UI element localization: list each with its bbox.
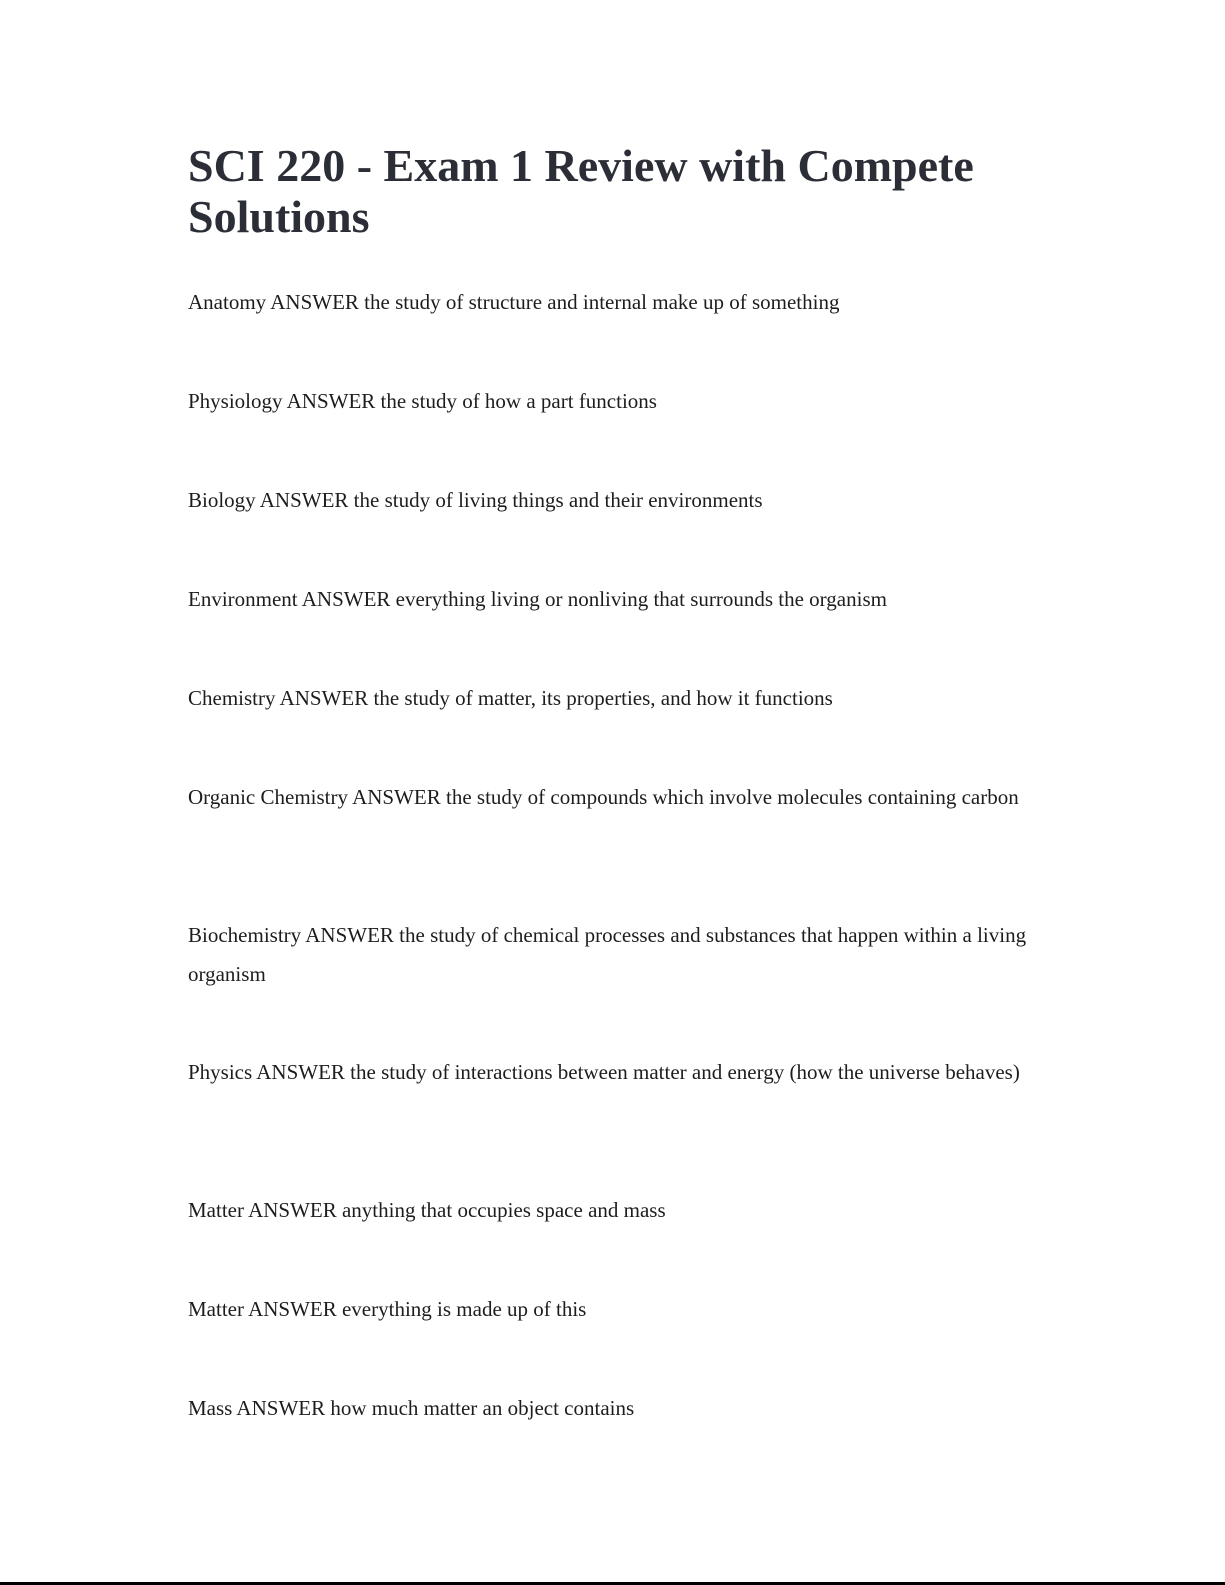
qa-entry-environment: Environment ANSWER everything living or nonliving that surrounds the organism (188, 587, 887, 611)
qa-entry-matter-definition: Matter ANSWER anything that occupies space and mass (188, 1198, 666, 1222)
qa-entry-biochemistry: Biochemistry ANSWER the study of chemical processes and substances that happen within a living organism (188, 923, 1027, 986)
qa-entry-physiology: Physiology ANSWER the study of how a part functions (188, 389, 657, 413)
qa-entry-matter-composition: Matter ANSWER everything is made up of this (188, 1297, 587, 1321)
qa-entry-mass: Mass ANSWER how much matter an object contains (188, 1396, 635, 1420)
qa-entry-organic-chemistry: Organic Chemistry ANSWER the study of compounds which involve molecules containing carbon (188, 785, 1019, 809)
qa-entry-biology: Biology ANSWER the study of living things and their environments (188, 488, 763, 512)
qa-entry-physics: Physics ANSWER the study of interactions between matter and energy (how the universe behaves) (188, 1060, 1020, 1084)
qa-entry-anatomy: Anatomy ANSWER the study of structure and internal make up of something (188, 290, 840, 314)
qa-entry-chemistry: Chemistry ANSWER the study of matter, its properties, and how it functions (188, 686, 833, 710)
page-title: SCI 220 - Exam 1 Review with Compete Solutions (188, 140, 974, 242)
